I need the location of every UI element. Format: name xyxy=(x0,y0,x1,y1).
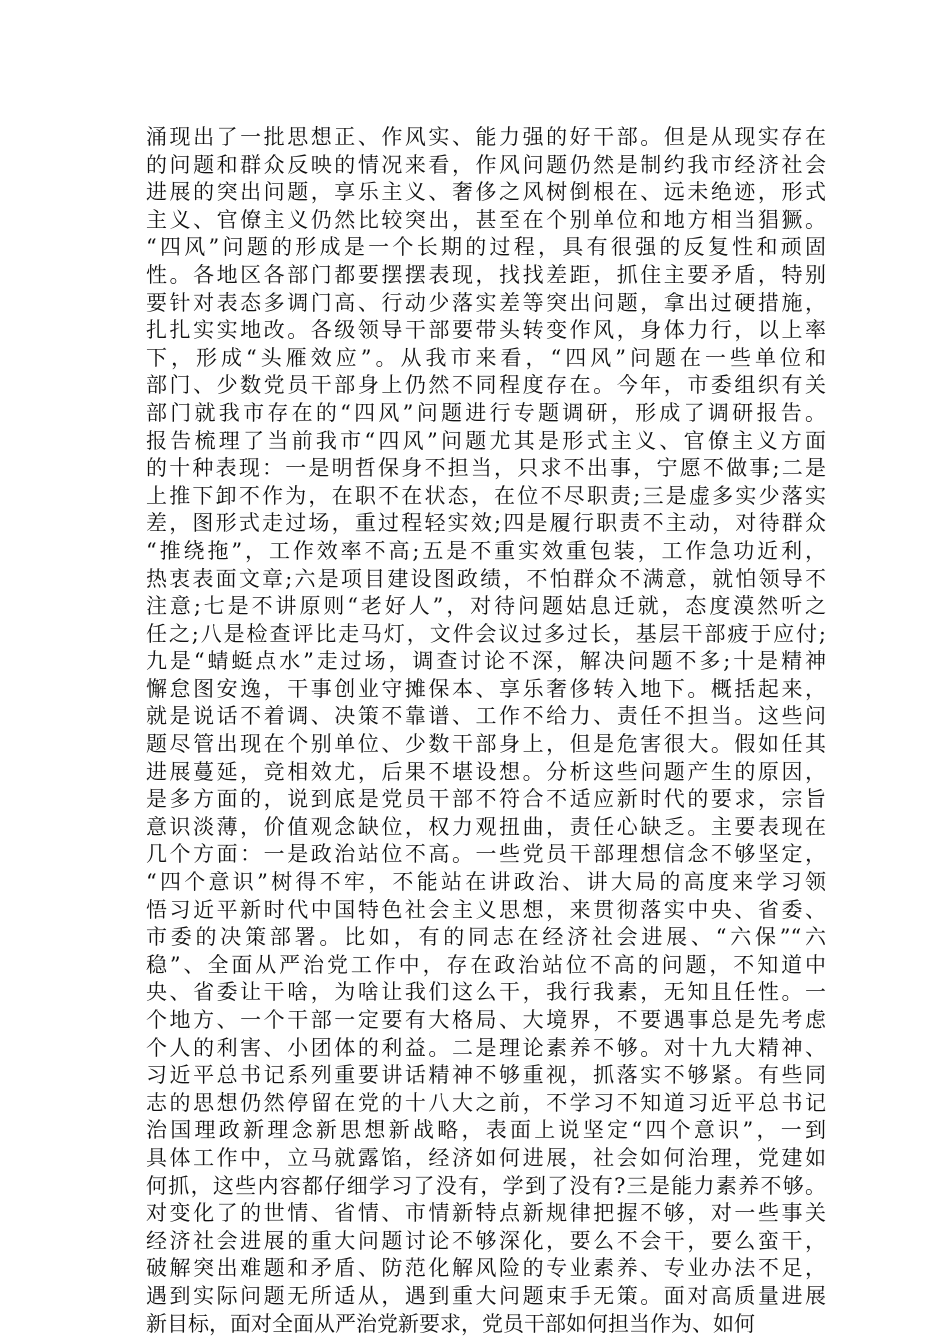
text-line: 部门就我市存在的“四风”问题进行专题调研，形成了调研报告。 xyxy=(146,400,826,425)
text-line: 的十种表现：一是明哲保身不担当，只求不出事，宁愿不做事;二是 xyxy=(146,456,826,481)
text-line: 新目标，面对全面从严治党新要求，党员干部如何担当作为、如何 xyxy=(146,1311,755,1336)
text-line: 对变化了的世情、省情、市情新特点新规律把握不够，对一些事关 xyxy=(146,1201,826,1226)
text-line: 习近平总书记系列重要讲话精神不够重视，抓落实不够紧。有些同 xyxy=(146,1063,826,1088)
text-line: 悟习近平新时代中国特色社会主义思想，来贯彻落实中央、省委、 xyxy=(146,897,826,922)
text-line: “四风”问题的形成是一个长期的过程，具有很强的反复性和顽固 xyxy=(146,235,826,260)
body-text xyxy=(146,124,826,1338)
text-line: 治国理政新理念新思想新战略，表面上说坚定“四个意识”，一到 xyxy=(146,1118,826,1143)
text-line: 下，形成“头雁效应”。从我市来看，“四风”问题在一些单位和 xyxy=(146,345,826,370)
text-line: 差，图形式走过场，重过程轻实效;四是履行职责不主动，对待群众 xyxy=(146,511,826,536)
text-line: 具体工作中，立马就露馅，经济如何进展，社会如何治理，党建如 xyxy=(146,1145,826,1170)
text-line: 热衷表面文章;六是项目建设图政绩，不怕群众不满意，就怕领导不 xyxy=(146,566,826,591)
text-line: 涌现出了一批思想正、作风实、能力强的好干部。但是从现实存在 xyxy=(146,125,826,149)
text-line: 报告梳理了当前我市“四风”问题尤其是形式主义、官僚主义方面 xyxy=(146,428,826,453)
text-line: 经济社会进展的重大问题讨论不够深化，要么不会干，要么蛮干， xyxy=(146,1228,826,1253)
text-line: 任之;八是检查评比走马灯，文件会议过多过长，基层干部疲于应付; xyxy=(146,621,826,646)
text-line: 就是说话不着调、决策不靠谱、工作不给力、责任不担当。这些问 xyxy=(146,704,826,729)
text-line: 主义、官僚主义仍然比较突出，甚至在个别单位和地方相当猖獗。 xyxy=(146,207,826,232)
text-line: 市委的决策部署。比如，有的同志在经济社会进展、“六保”“六 xyxy=(146,925,826,950)
text-line: 是多方面的，说到底是党员干部不符合不适应新时代的要求，宗旨 xyxy=(146,787,826,812)
text-line: 央、省委让干啥，为啥让我们这么干，我行我素，无知且任性。一 xyxy=(146,980,826,1005)
text-line: 志的思想仍然停留在党的十八大之前，不学习不知道习近平总书记 xyxy=(146,1090,826,1115)
text-line: 意识淡薄，价值观念缺位，权力观扭曲，责任心缺乏。主要表现在 xyxy=(146,814,826,839)
text-line: 题尽管出现在个别单位、少数干部身上，但是危害很大。假如任其 xyxy=(146,732,826,757)
text-line: 上推下卸不作为，在职不在状态，在位不尽职责;三是虚多实少落实 xyxy=(146,483,826,508)
text-line: 部门、少数党员干部身上仍然不同程度存在。今年，市委组织有关 xyxy=(146,373,826,398)
text-line: 注意;七是不讲原则“老好人”，对待问题姑息迁就，态度漠然听之 xyxy=(146,594,826,619)
text-line: “四个意识”树得不牢，不能站在讲政治、讲大局的高度来学习领 xyxy=(146,870,826,895)
text-line: 的问题和群众反映的情况来看，作风问题仍然是制约我市经济社会 xyxy=(146,152,826,177)
text-line: 性。各地区各部门都要摆摆表现，找找差距，抓住主要矛盾，特别 xyxy=(146,262,826,287)
text-line: 进展的突出问题，享乐主义、奢侈之风树倒根在、远未绝迹，形式 xyxy=(146,180,826,205)
text-line: 破解突出难题和矛盾、防范化解风险的专业素养、专业办法不足， xyxy=(146,1256,826,1281)
text-line: 懈怠图安逸，干事创业守摊保本、享乐奢侈转入地下。概括起来， xyxy=(146,676,826,701)
text-line: 进展蔓延，竞相效尤，后果不堪设想。分析这些问题产生的原因， xyxy=(146,759,826,784)
text-line: 个地方、一个干部一定要有大格局、大境界，不要遇事总是先考虑 xyxy=(146,1008,826,1032)
text-line: 稳”、全面从严治党工作中，存在政治站位不高的问题，不知道中 xyxy=(146,952,826,977)
text-line: 要针对表态多调门高、行动少落实差等突出问题，拿出过硬措施， xyxy=(146,290,826,315)
text-line: 遇到实际问题无所适从，遇到重大问题束手无策。面对高质量进展 xyxy=(146,1283,826,1308)
text-line: 何抓，这些内容都仔细学习了没有，学到了没有?三是能力素养不够。 xyxy=(146,1173,826,1198)
text-line: 扎扎实实地改。各级领导干部要带头转变作风，身体力行，以上率 xyxy=(146,318,826,343)
text-line: 几个方面：一是政治站位不高。一些党员干部理想信念不够坚定， xyxy=(146,842,826,867)
text-line: “推绕拖”，工作效率不高;五是不重实效重包装，工作急功近利， xyxy=(146,538,826,563)
text-line: 个人的利害、小团体的利益。二是理论素养不够。对十九大精神、 xyxy=(146,1035,826,1060)
text-line: 九是“蜻蜓点水”走过场，调查讨论不深，解决问题不多;十是精神 xyxy=(146,649,826,674)
